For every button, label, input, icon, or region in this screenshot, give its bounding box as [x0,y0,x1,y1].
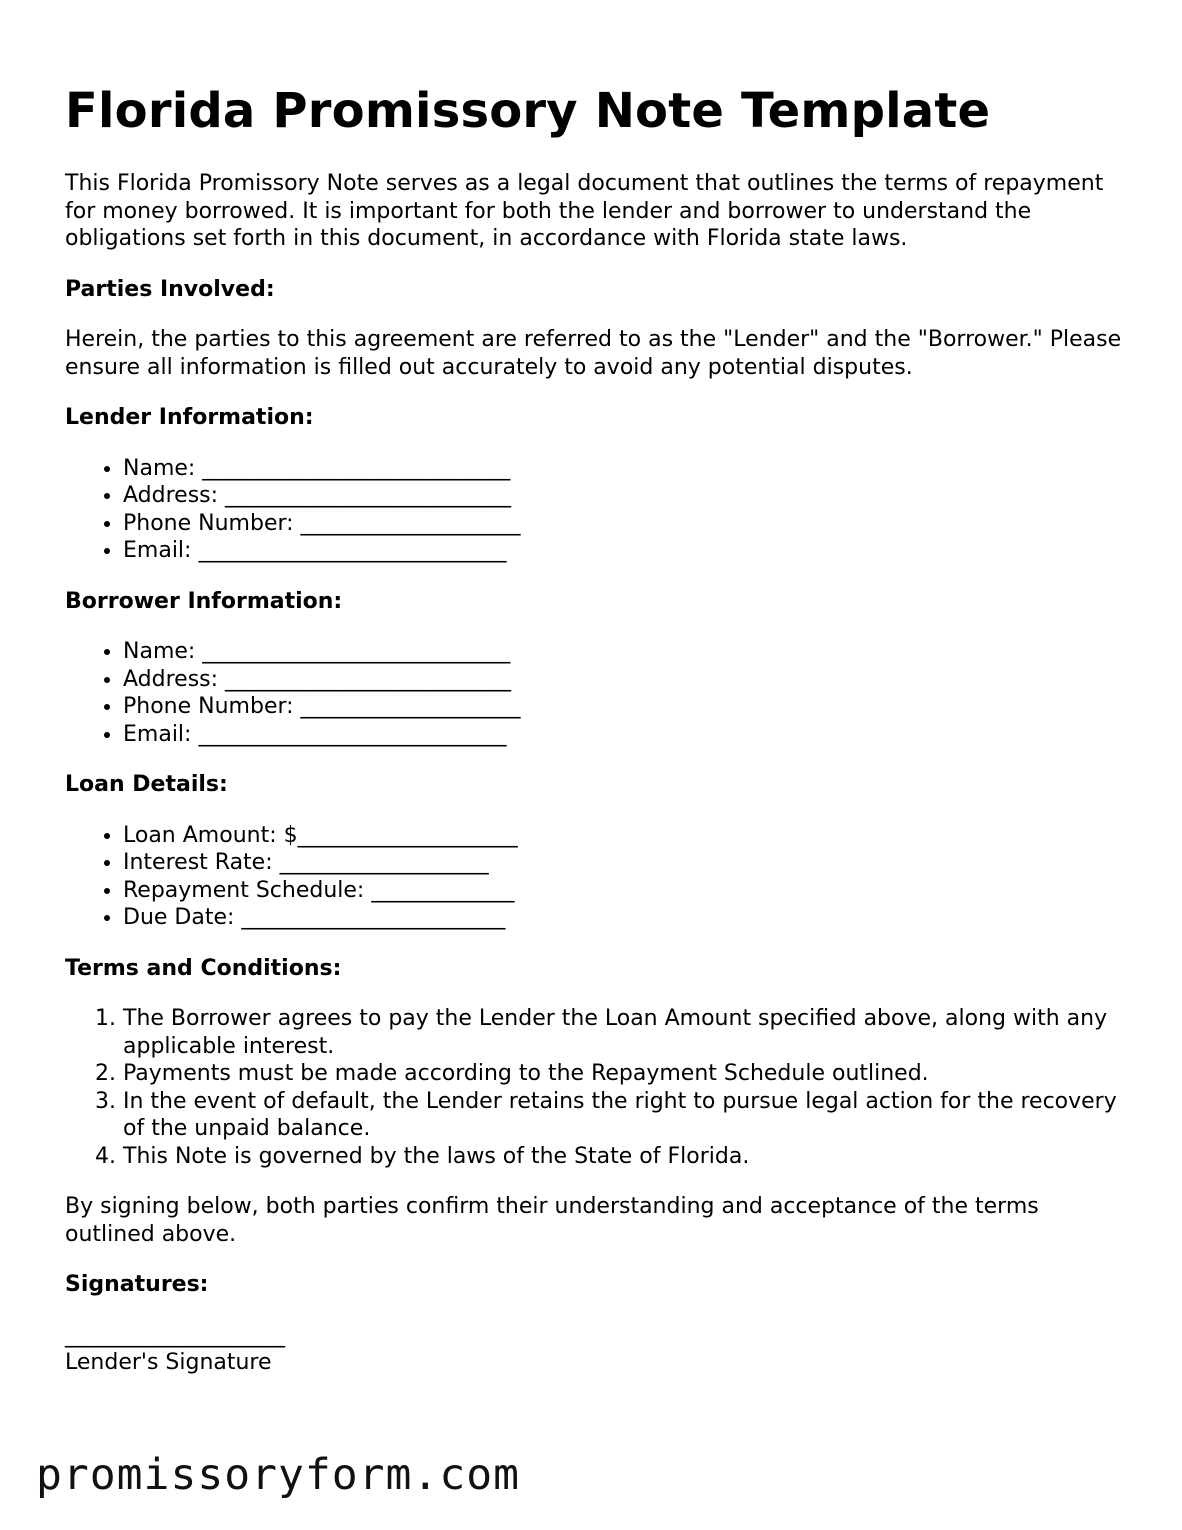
parties-paragraph: Herein, the parties to this agreement are referred to as the "Lender" and the "Borrower." Please ensure all information is filled out accurately to avoid any potential disputes. [65,327,1122,380]
interest-rate-field: • Interest Rate: ___________________ [123,849,1125,877]
term-item: 1. The Borrower agrees to pay the Lender the Loan Amount specified above, along with any applicable interest. [123,1005,1125,1060]
loan-heading: Loan Details: [65,772,228,797]
term-item: 2. Payments must be made according to the Repayment Schedule outlined. [123,1060,1125,1088]
lender-signature-label: Lender's Signature [65,1350,272,1375]
intro-paragraph: This Florida Promissory Note serves as a legal document that outlines the terms of repayment for money borrowed. It is important for both the lender and borrower to understand the obligations set forth in this document, in accordance with Florida state laws. [65,171,1104,251]
borrower-phone-field: • Phone Number: ____________________ [123,693,1125,721]
loan-details-list [65,822,1125,932]
term-item: 3. In the event of default, the Lender retains the right to pursue legal action for the recovery of the unpaid balance. [123,1088,1125,1143]
page-title: Florida Promissory Note Template [65,83,991,139]
lender-info-list [65,455,1125,565]
signatures-heading: Signatures: [65,1272,209,1297]
document-page [65,82,1125,1377]
term-item: 4. This Note is governed by the laws of the State of Florida. [123,1143,1125,1171]
borrower-heading: Borrower Information: [65,588,343,614]
lender-address-field: • Address: __________________________ [123,482,1125,510]
due-date-field: • Due Date: ________________________ [123,904,1125,932]
repayment-schedule-field: • Repayment Schedule: _____________ [123,877,1125,905]
borrower-email-field: • Email: ____________________________ [123,721,1125,749]
lender-phone-field: • Phone Number: ____________________ [123,510,1125,538]
borrower-address-field: • Address: __________________________ [123,666,1125,694]
parties-heading: Parties Involved: [65,276,275,302]
loan-amount-field: • Loan Amount: $____________________ [123,822,1125,850]
site-watermark: promissoryform.com [36,1450,520,1500]
terms-list [65,1005,1125,1170]
lender-signature-block [65,1322,1125,1377]
closing-paragraph: By signing below, both parties confirm their understanding and acceptance of the terms outlined above. [65,1194,1039,1247]
lender-name-field: • Name: ____________________________ [123,455,1125,483]
lender-heading: Lender Information: [65,405,314,430]
lender-email-field: • Email: ____________________________ [123,537,1125,565]
borrower-name-field: • Name: ____________________________ [123,638,1125,666]
terms-heading: Terms and Conditions: [65,955,342,981]
lender-signature-line: ____________________ [65,1322,285,1348]
borrower-info-list [65,638,1125,748]
